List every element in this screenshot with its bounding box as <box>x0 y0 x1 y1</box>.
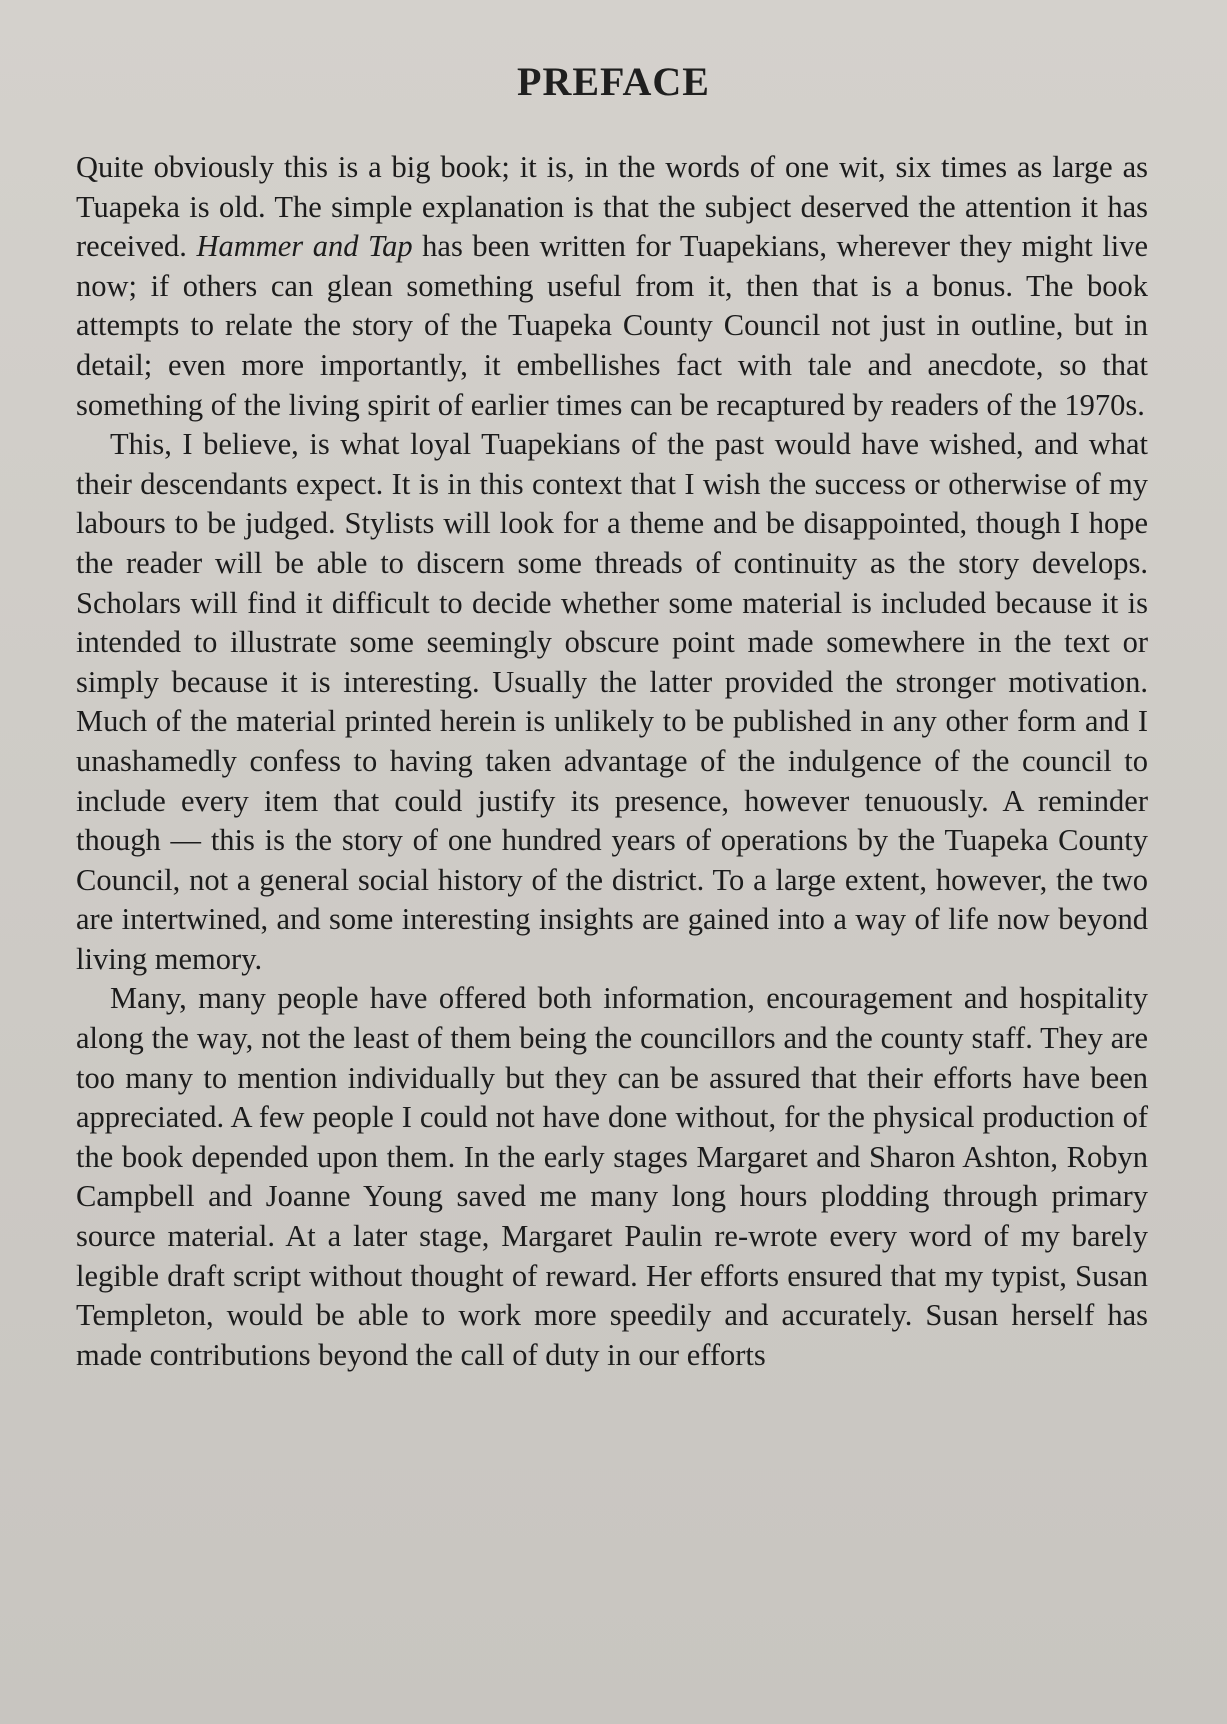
paragraph-2: This, I believe, is what loyal Tuapekians of the past would have wished, and what their descendants expect. It is in this context that I wish the success or otherwise of my labours to be judged. Stylists will look for a theme and be disappointed, though I hope the reader will be able to discern some threads of continuity as the story develops. Scholars will find it difficult to decide whether some material is included because it is intended to illustrate some seemingly obscure point made somewhere in the text or simply because it is interesting. Usually the latter provided the stronger motivation. Much of the material printed herein is unlikely to be published in any other form and I unashamedly confess to having taken advantage of the indulgence of the council to include every item that could justify its presence, however tenuously. A reminder though — this is the story of one hundred years of operations by the Tuapeka County Council, not a general social history of the district. To a large extent, however, the two are intertwined, and some interesting insights are gained into a way of life now beyond living memory. <box>76 427 1148 976</box>
paragraph-3: Many, many people have offered both information, encouragement and hospitality along the way, not the least of them being the councillors and the county staff. They are too many to mention individually but they can be assured that their efforts have been appreciated. A few people I could not have done without, for the physical production of the book depended upon them. In the early stages Margaret and Sharon Ashton, Robyn Campbell and Joanne Young saved me many long hours plodding through primary source material. At a later stage, Margaret Paulin re-wrote every word of my barely legible draft script without thought of reward. Her efforts ensured that my typist, Susan Templeton, would be able to work more speedily and accurately. Susan herself has made contributions beyond the call of duty in our efforts <box>76 981 1148 1372</box>
paragraph-1-text-start: Quite obviously this is a big book; it is, in the words of one wit, six times as large as Tuapeka is old. The simple explanation is that the subject deserved the attention it has received. <box>76 150 1148 264</box>
preface-body <box>76 148 1148 1375</box>
page-title: PREFACE <box>517 59 710 104</box>
paragraph-1 <box>76 148 1148 425</box>
book-title-italic: Hammer and Tap <box>196 229 413 264</box>
paragraph-1-text-end: has been written for Tuapekians, wherever they might live now; if others can glean something useful from it, then that is a bonus. The book attempts to relate the story of the Tuapeka County Council not just in outline, but in detail; even more importantly, it embellishes fact with tale and anecdote, so that something of the living spirit of earlier times can be recaptured by readers of the 1970s. <box>76 229 1148 422</box>
